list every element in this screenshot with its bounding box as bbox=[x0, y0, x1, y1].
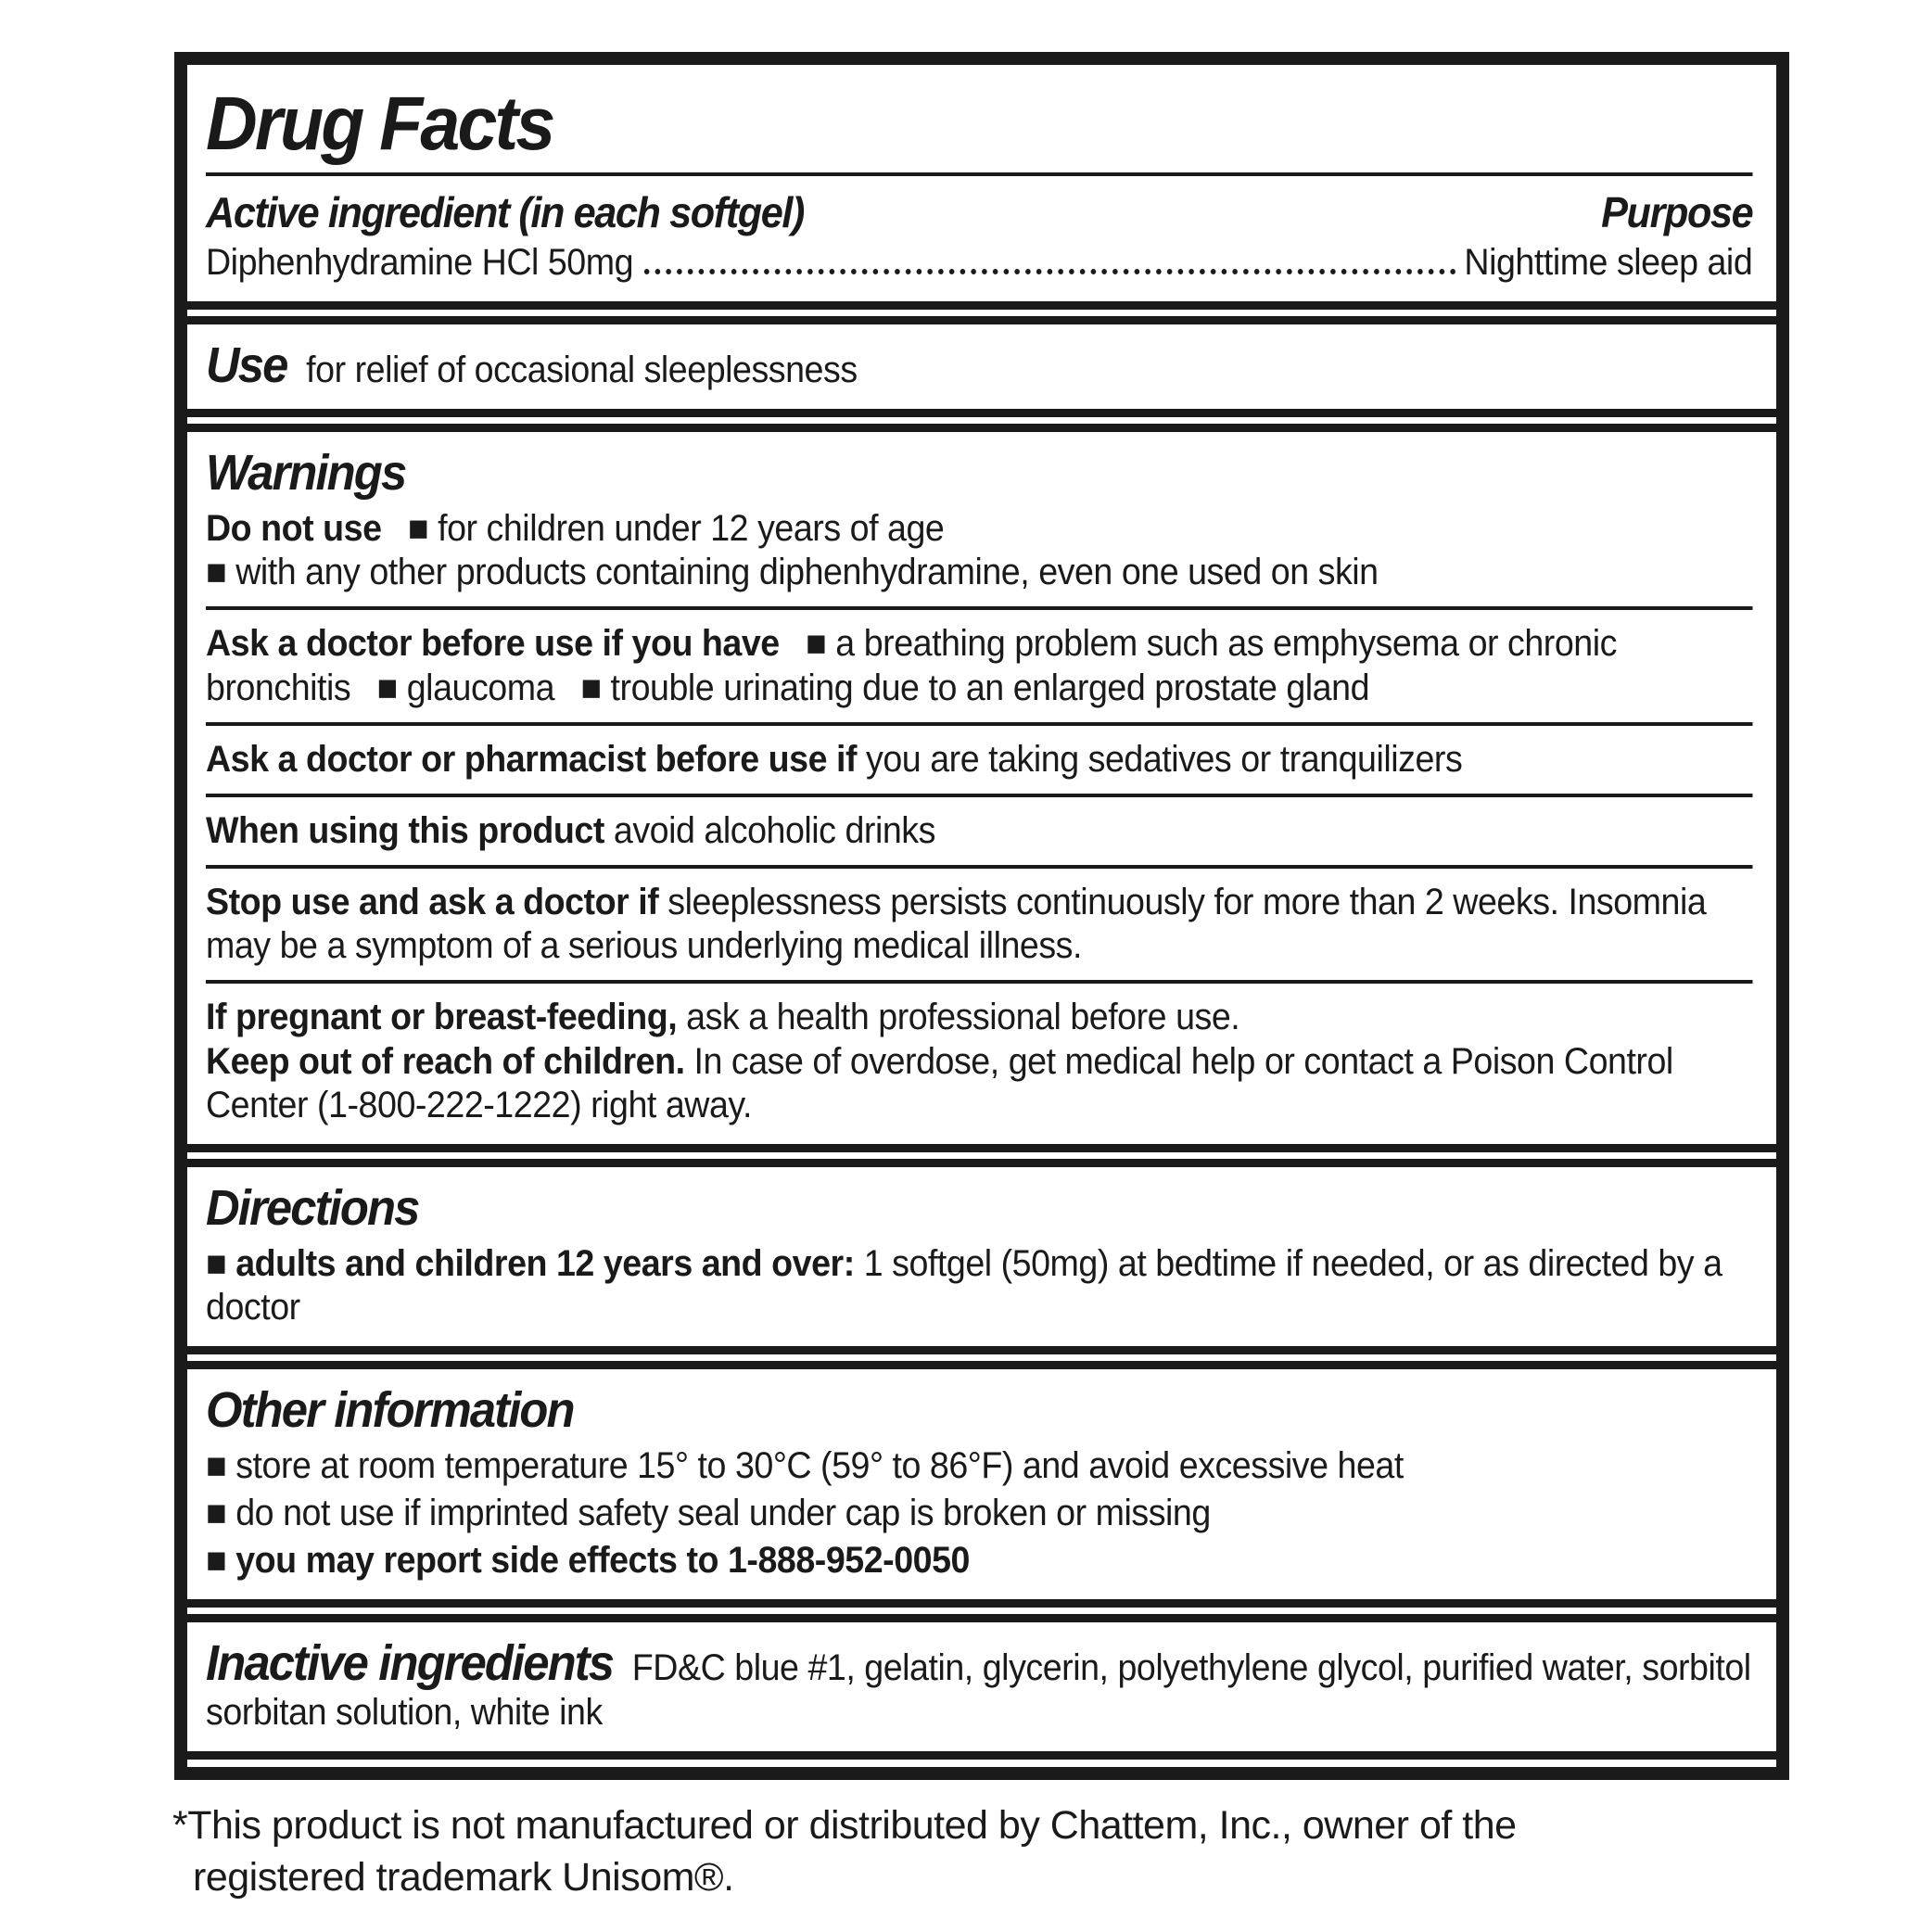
purpose-heading: Purpose bbox=[1601, 187, 1753, 236]
section-content bbox=[206, 1182, 1752, 1329]
ingredient-value-row bbox=[206, 241, 1752, 285]
warning-divider bbox=[206, 606, 1752, 610]
section-content bbox=[206, 82, 1753, 285]
section-use bbox=[187, 316, 1776, 417]
footnote-line-2: registered trademark Unisom®. bbox=[193, 1854, 734, 1900]
drug-facts-title: Drug Facts bbox=[206, 82, 553, 166]
use-heading: Use bbox=[206, 337, 287, 394]
section-content bbox=[206, 1637, 1752, 1734]
section-directions bbox=[187, 1159, 1776, 1354]
directions-heading: Directions bbox=[206, 1180, 419, 1237]
warning-ask-doctor: Ask a doctor before use if you have ■ a breathing problem such as emphysema or chronic bronchitis ■ glaucoma ■ trouble urinating due to an enlarged prostate gland bbox=[206, 623, 1617, 708]
other-info-storage: ■ store at room temperature 15° to 30°C (59° to 86°F) and avoid excessive heat bbox=[206, 1444, 1404, 1486]
section-title-and-active-ingredient bbox=[187, 70, 1776, 310]
warning-when-using: When using this product avoid alcoholic drinks bbox=[206, 809, 935, 851]
use-line bbox=[206, 339, 1752, 392]
warning-ask-doctor-pharmacist: Ask a doctor or pharmacist before use if you are taking sedatives or tranquilizers bbox=[206, 738, 1463, 780]
warning-divider bbox=[206, 722, 1752, 726]
warning-stop-use: Stop use and ask a doctor if sleeplessness persists continuously for more than 2 weeks. Insomnia may be a symptom of a serious underlying medical illness. bbox=[206, 882, 1707, 967]
other-info-side-effects: ■ you may report side effects to 1-888-952-0050 bbox=[206, 1540, 971, 1582]
warning-divider bbox=[206, 865, 1752, 869]
active-ingredient-heading: Active ingredient (in each softgel) bbox=[206, 187, 805, 236]
section-warnings bbox=[187, 424, 1776, 1152]
warnings-heading: Warnings bbox=[206, 445, 406, 502]
section-content bbox=[206, 1384, 1752, 1582]
purpose-value: Nighttime sleep aid bbox=[1464, 241, 1753, 283]
section-content bbox=[206, 339, 1752, 392]
other-info-safety-seal: ■ do not use if imprinted safety seal under cap is broken or missing bbox=[206, 1492, 1211, 1533]
warning-pregnant-keep-out-of-reach: If pregnant or breast-feeding, ask a health professional before use. Keep out of reach of children. In case of overdose, get medical help or contact a Poison Control Center (1-800-222-1222) right away. bbox=[206, 997, 1673, 1125]
other-information-heading: Other information bbox=[206, 1382, 574, 1439]
inactive-ingredients-text: FD&C blue #1, gelatin, glycerin, polyethylene glycol, purified water, sorbitol sorbitan solution, white ink bbox=[206, 1647, 1751, 1733]
active-ingredient-name: Diphenhydramine HCl 50mg bbox=[206, 241, 634, 283]
title-divider bbox=[206, 172, 1752, 176]
use-text: for relief of occasional sleeplessness bbox=[306, 350, 858, 391]
warning-do-not-use: Do not use ■ for children under 12 years of age ■ with any other products containing diphenhydramine, even one used on skin bbox=[206, 507, 1379, 593]
section-content bbox=[206, 447, 1752, 1127]
inactive-ingredients-line bbox=[206, 1637, 1752, 1734]
footnote bbox=[172, 1800, 1730, 1904]
warning-divider bbox=[206, 980, 1752, 984]
inactive-ingredients-heading: Inactive ingredients bbox=[206, 1635, 614, 1692]
warning-divider bbox=[206, 794, 1752, 797]
section-inactive-ingredients bbox=[187, 1614, 1776, 1759]
drug-facts-panel bbox=[174, 52, 1789, 1780]
directions-text: ■ adults and children 12 years and over: 1 softgel (50mg) at bedtime if needed, or as directed by a doctor bbox=[206, 1242, 1722, 1328]
dotted-leader bbox=[643, 268, 1455, 275]
section-other-information bbox=[187, 1361, 1776, 1608]
footnote-line-1: *This product is not manufactured or distributed by Chattem, Inc., owner of the bbox=[172, 1803, 1517, 1848]
ingredient-heading-row bbox=[206, 187, 1752, 237]
